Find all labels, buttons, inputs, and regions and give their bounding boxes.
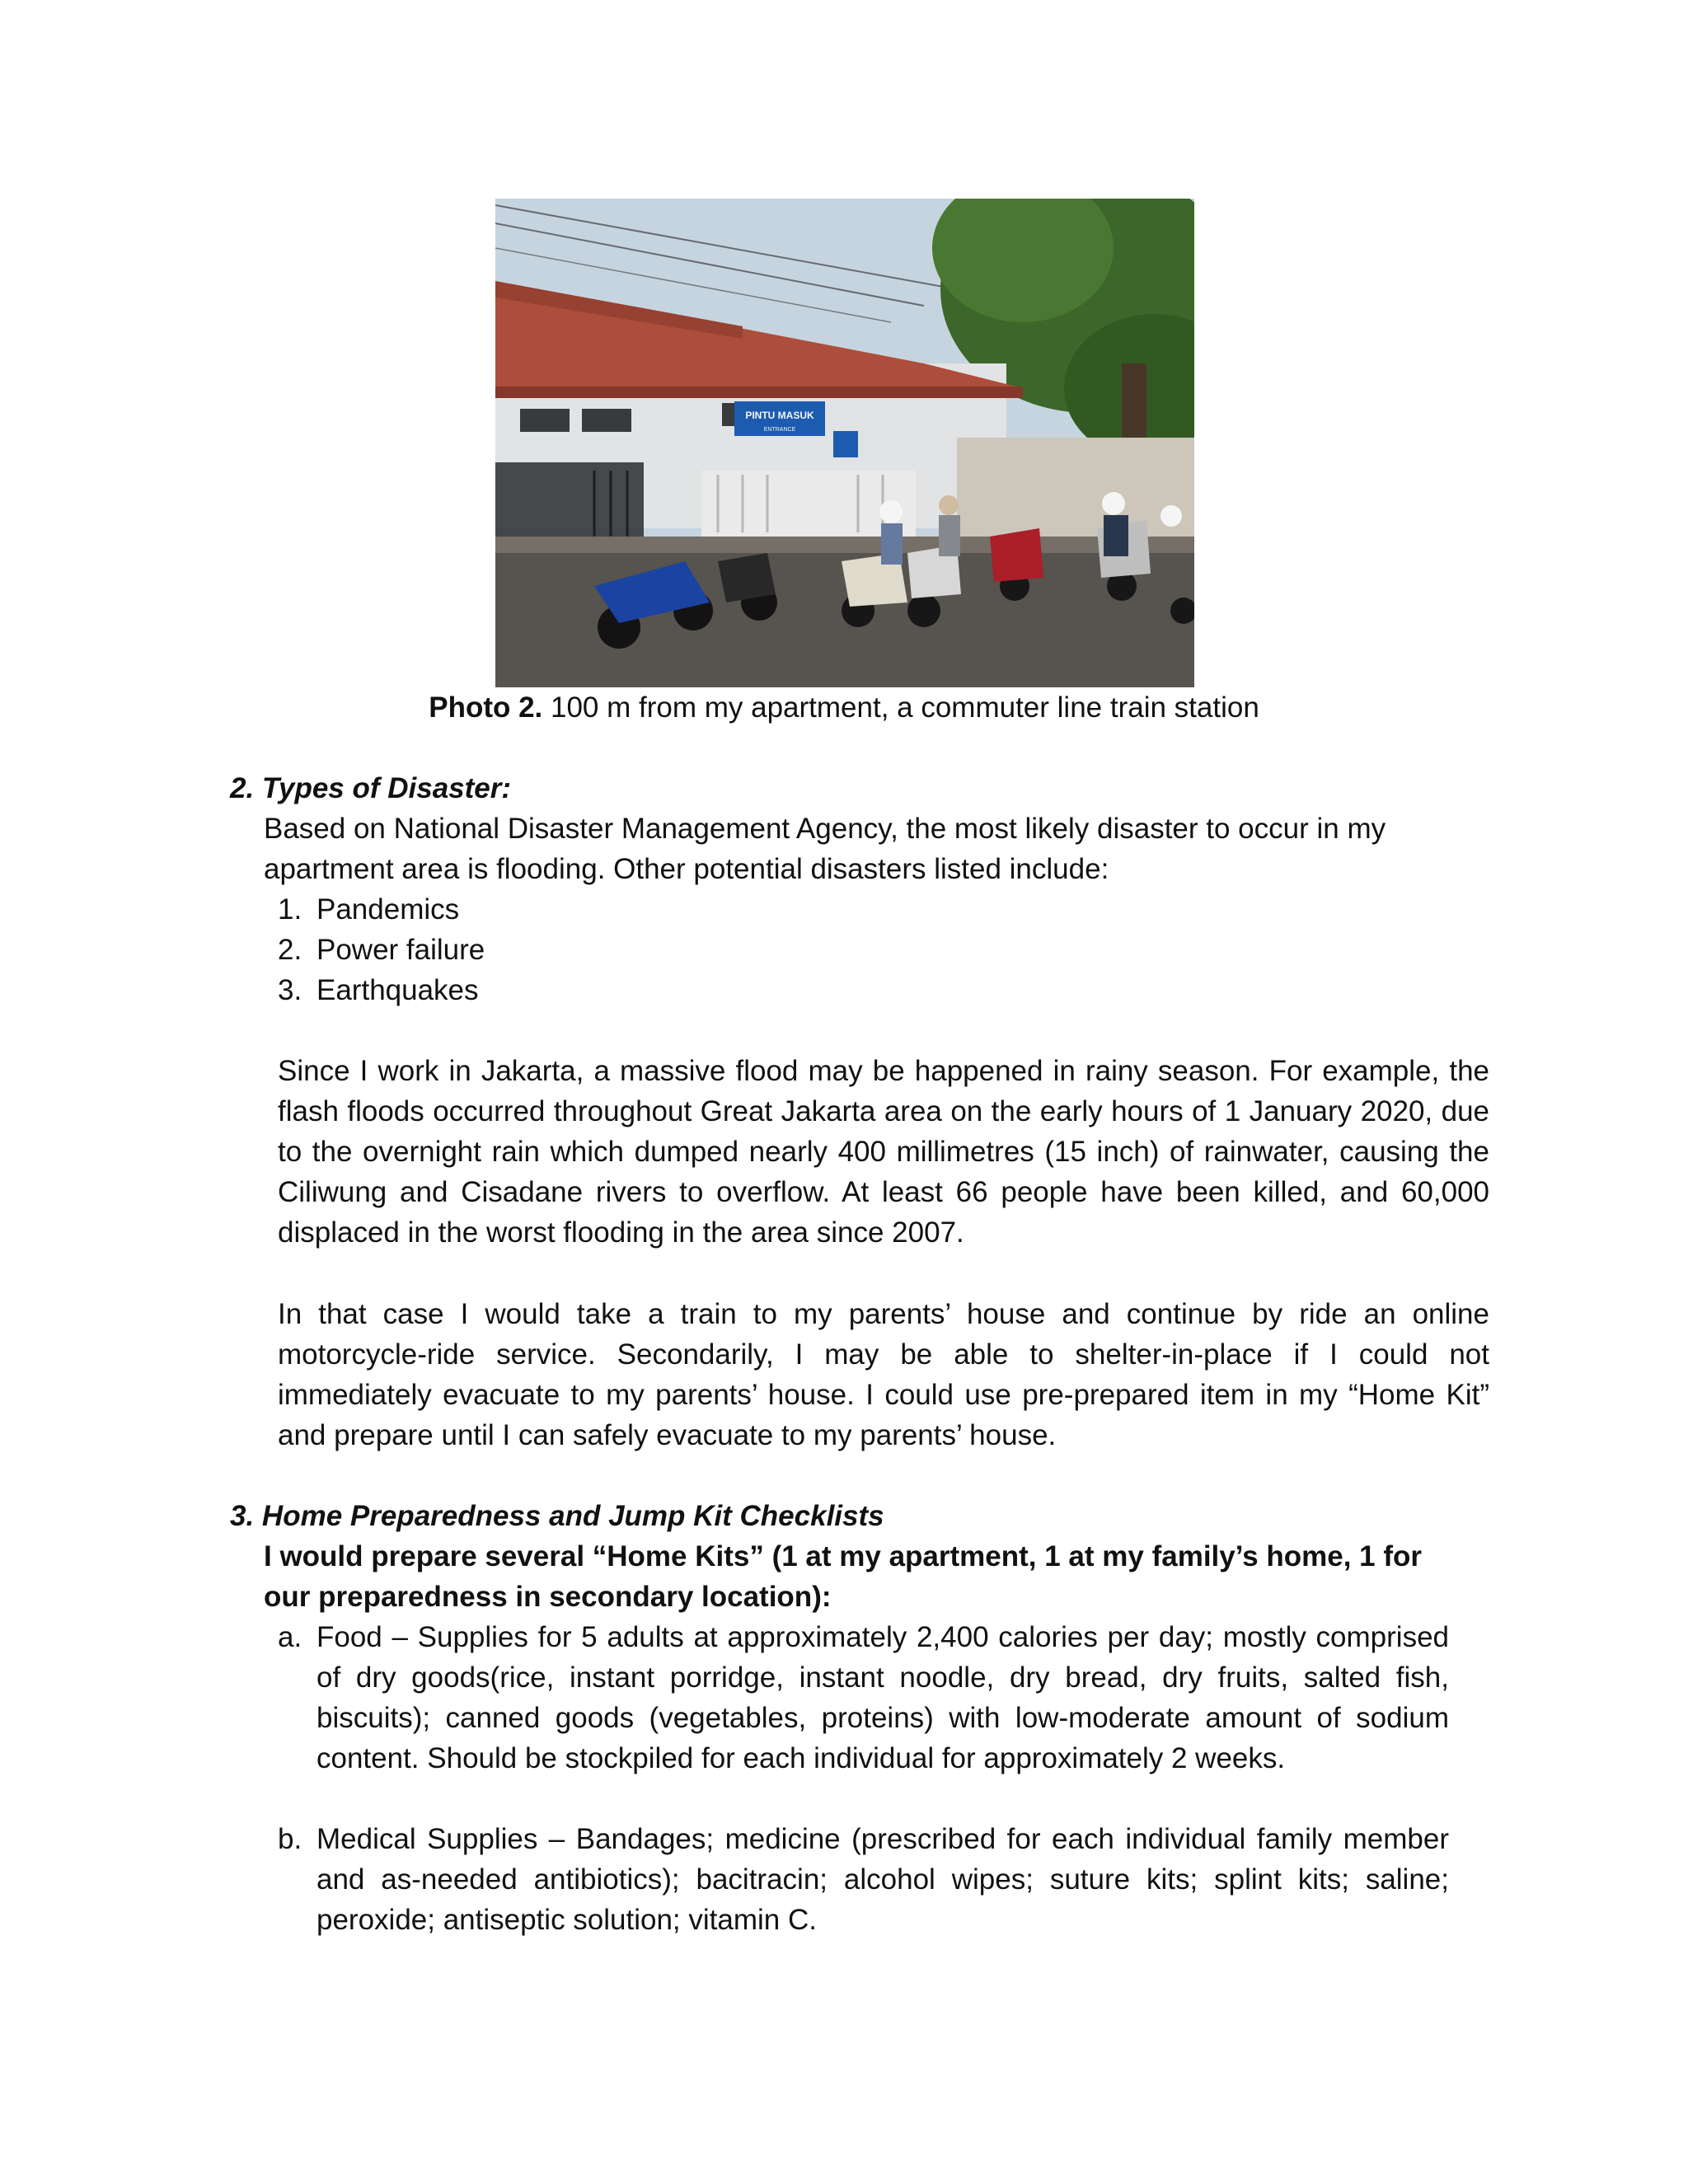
caption-label: Photo 2. (429, 691, 543, 724)
caption-text: 100 m from my apartment, a commuter line train station (542, 691, 1259, 724)
list-number: 2. (278, 934, 302, 966)
disaster-list-item (278, 930, 485, 970)
evacuation-paragraph: In that case I would take a train to my parents’ house and continue by ride an online motorcycle-ride service. Secondarily, I may be able to shelter-in-place if I could not immediately evacuate to my parents’ house. I could use pre-prepared item in my “Home Kit” and prepare until I can safely evacuate to my parents’ house. (278, 1298, 1489, 1451)
section-3-intro: I would prepare several “Home Kits” (1 at my apartment, 1 at my family’s home, 1 for our preparedness in secondary location): (264, 1540, 1422, 1613)
svg-text:PINTU MASUK: PINTU MASUK (745, 410, 814, 421)
flood-paragraph: Since I work in Jakarta, a massive flood may be happened in rainy season. For example, the flash floods occurred throughout Great Jakarta area on the early hours of 1 January 2020, due to the overnight rain which dumped nearly 400 millimetres (15 inch) of rainwater, causing the Ciliwung and Cisadane rivers to overflow. At least 66 people have been killed, and 60,000 displaced in the worst flooding in the area since 2007. (278, 1055, 1489, 1249)
list-text: Food – Supplies for 5 adults at approximately 2,400 calories per day; mostly comprised of dry goods(rice, instant porridge, instant noodle, dry bread, dry fruits, salted fish, biscuits); canned goods (vegetables, proteins) with low-moderate amount of sodium content. Should be stockpiled for each individual for approximately 2 weeks. (316, 1621, 1449, 1774)
section-2-heading: 2. Types of Disaster: (230, 772, 512, 804)
list-text: Medical Supplies – Bandages; medicine (prescribed for each individual family member and as-needed antibiotics); bacitracin; alcohol wipes; suture kits; splint kits; saline; peroxide; antiseptic solution; vitamin C. (316, 1823, 1449, 1936)
list-number: 3. (278, 974, 302, 1006)
disaster-list-item (278, 970, 479, 1010)
section-3-heading: 3. Home Preparedness and Jump Kit Checklists (230, 1500, 884, 1532)
kit-list-item-food (278, 1617, 1449, 1819)
list-text: Power failure (316, 934, 485, 966)
svg-text:ENTRANCE: ENTRANCE (763, 427, 796, 433)
list-marker: a. (278, 1621, 302, 1653)
section-2-intro: Based on National Disaster Management Agency, the most likely disaster to occur in my apartment area is flooding. Other potential disasters listed include: (264, 813, 1386, 885)
kit-list-item-medical (278, 1819, 1449, 1940)
list-text: Pandemics (316, 893, 460, 926)
photo-caption (0, 687, 1688, 729)
list-marker: b. (278, 1823, 302, 1855)
station-photo (495, 199, 1194, 687)
disaster-list-item (278, 889, 459, 930)
list-text: Earthquakes (316, 974, 479, 1006)
list-number: 1. (278, 893, 302, 926)
